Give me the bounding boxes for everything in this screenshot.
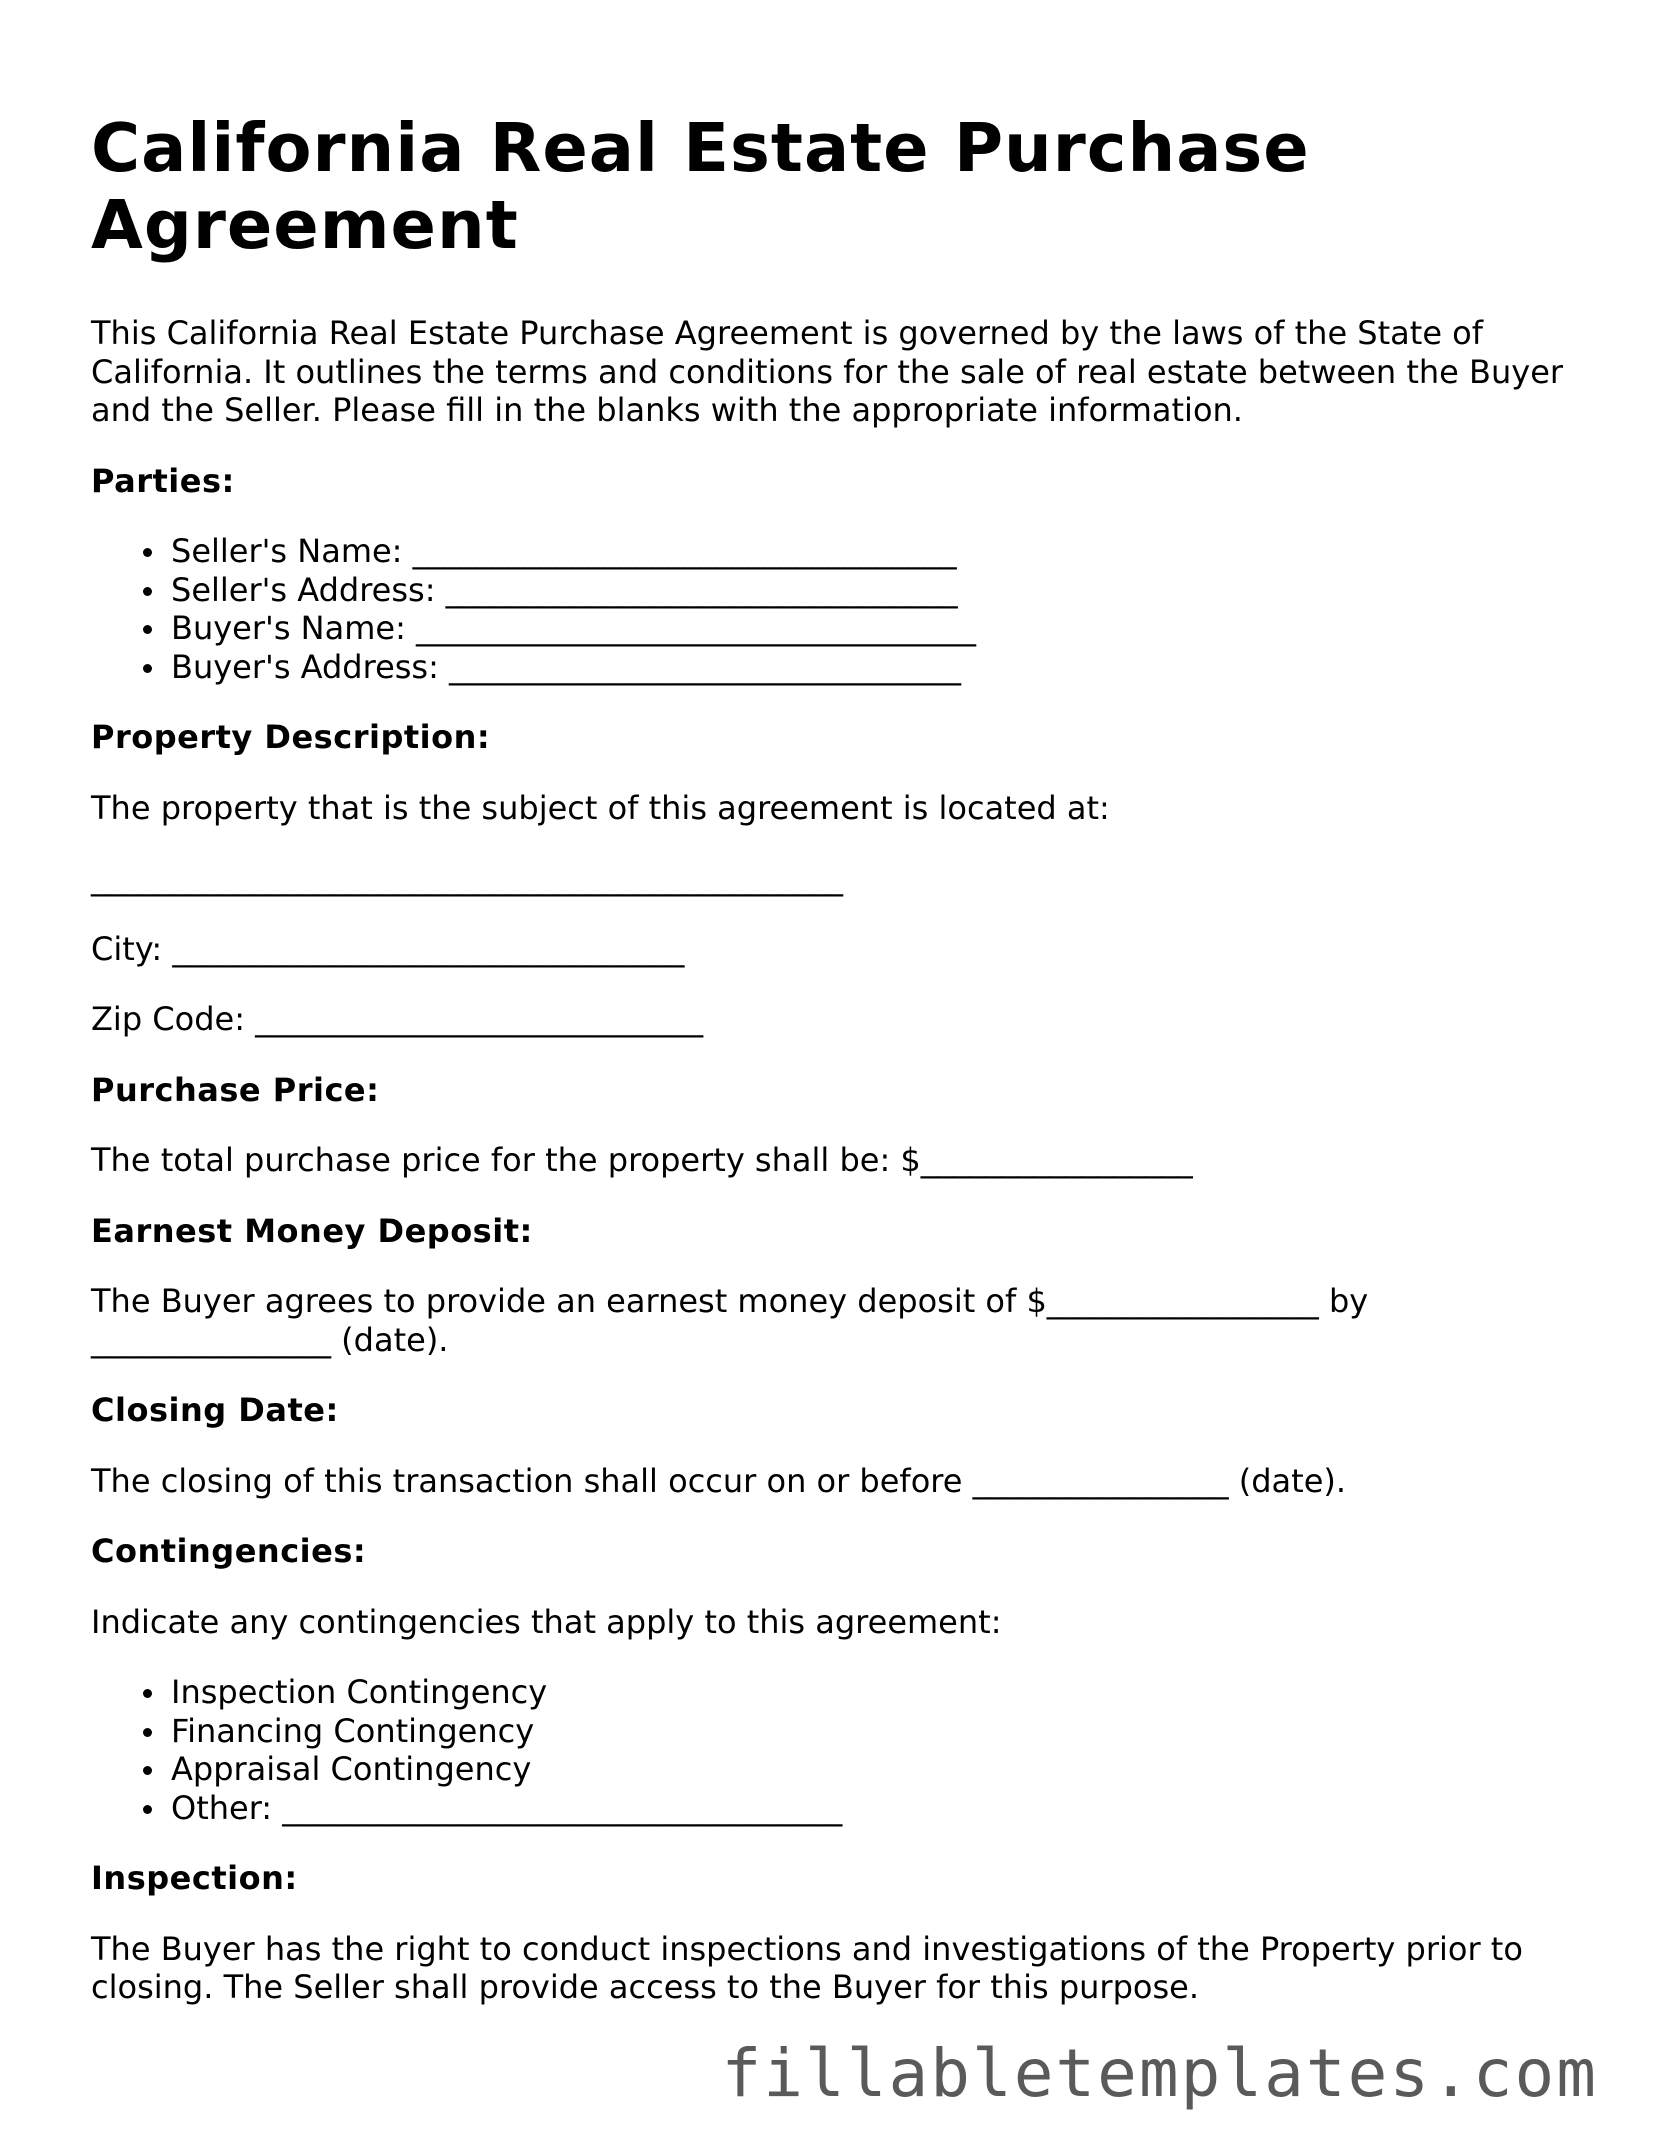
document-title: California Real Estate Purchase Agreement	[91, 109, 1310, 264]
closing-date-heading: Closing Date:	[91, 1391, 339, 1429]
zip-code-field[interactable]: Zip Code: ____________________________	[91, 1000, 704, 1038]
property-text: The property that is the subject of this agreement is located at:	[91, 788, 1110, 827]
contingencies-list	[91, 1673, 1571, 1827]
inspection-contingency-item: Inspection Contingency	[171, 1673, 1571, 1712]
purchase-price-heading: Purchase Price:	[91, 1070, 380, 1109]
appraisal-contingency-item: Appraisal Contingency	[171, 1750, 1571, 1789]
sellers-name-field[interactable]: Seller's Name: __________________________________	[171, 532, 1571, 571]
city-field[interactable]: City: ________________________________	[91, 929, 685, 968]
watermark: fillabletemplates.com	[721, 2035, 1598, 2112]
document-page	[91, 110, 1571, 2039]
financing-contingency-item: Financing Contingency	[171, 1712, 1571, 1751]
inspection-heading: Inspection:	[91, 1859, 298, 1897]
parties-list	[91, 532, 1571, 686]
earnest-money-field[interactable]: The Buyer agrees to provide an earnest money deposit of $_________________ by _______________ (date).	[91, 1282, 1369, 1359]
inspection-text: The Buyer has the right to conduct inspections and investigations of the Property prior to closing. The Seller shall provide access to the Buyer for this purpose.	[91, 1929, 1523, 2006]
other-contingency-field[interactable]: Other: ___________________________________	[171, 1789, 1571, 1828]
purchase-price-field[interactable]: The total purchase price for the property shall be: $_________________	[91, 1141, 1193, 1179]
parties-heading: Parties:	[91, 461, 235, 500]
intro-paragraph: This California Real Estate Purchase Agreement is governed by the laws of the State of California. It outlines the terms and conditions for the sale of real estate between the Buyer and the Seller. Please fill in the blanks with the appropriate information.	[91, 314, 1564, 429]
sellers-address-field[interactable]: Seller's Address: ________________________________	[171, 571, 1571, 610]
property-heading: Property Description:	[91, 718, 491, 756]
buyers-address-field[interactable]: Buyer's Address: ________________________________	[171, 648, 1571, 687]
earnest-money-heading: Earnest Money Deposit:	[91, 1211, 533, 1250]
closing-date-field[interactable]: The closing of this transaction shall occur on or before ________________ (date).	[91, 1461, 1347, 1500]
property-address-field[interactable]: _______________________________________________	[91, 859, 843, 897]
contingencies-text: Indicate any contingencies that apply to this agreement:	[91, 1602, 1002, 1641]
contingencies-heading: Contingencies:	[91, 1532, 367, 1570]
buyers-name-field[interactable]: Buyer's Name: ___________________________________	[171, 609, 1571, 648]
